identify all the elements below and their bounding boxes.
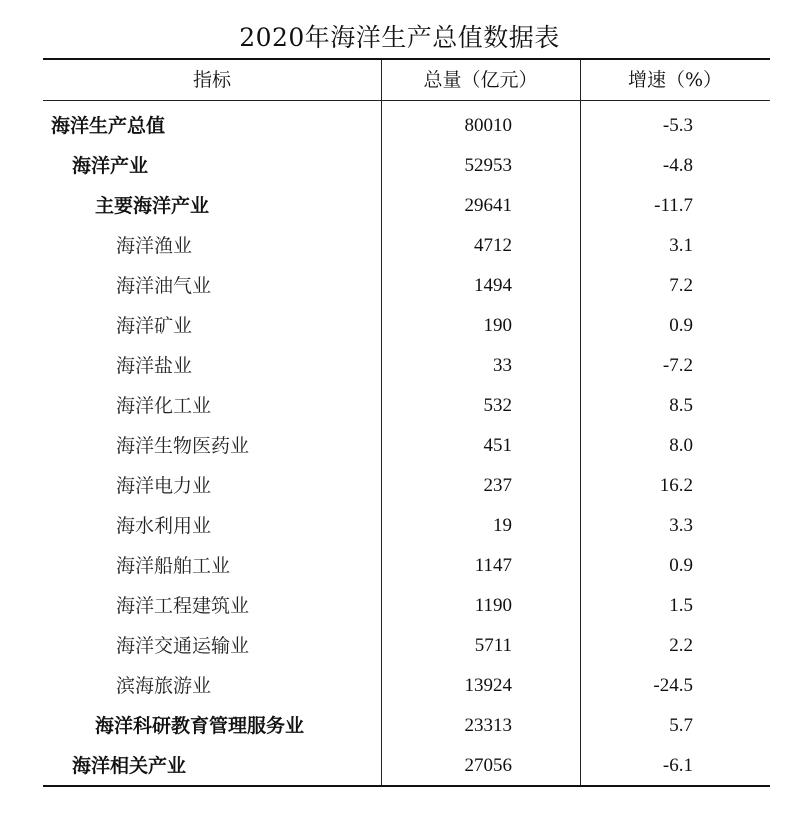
table-row [43,146,770,186]
row-total: 27056 [464,755,512,776]
table-row [43,546,770,586]
row-growth: -5.3 [662,115,693,136]
row-growth: 3.1 [669,235,693,256]
table-row [43,666,770,706]
row-growth: -7.2 [662,355,693,376]
row-total: 23313 [464,715,512,736]
row-total: 13924 [464,675,512,696]
row-growth: -24.5 [653,675,693,696]
header-indicator: 指标 [192,69,231,91]
row-name: 海洋油气业 [116,275,212,297]
table-row [43,386,770,426]
table-row [43,746,770,786]
row-name: 海洋工程建筑业 [116,595,250,617]
table-row [43,586,770,626]
row-total: 1494 [474,275,512,296]
row-name: 海洋矿业 [116,315,193,337]
row-growth: -6.1 [662,755,693,776]
row-name: 滨海旅游业 [116,675,212,697]
row-growth: -4.8 [662,155,693,176]
table-row [43,226,770,266]
row-total: 532 [483,395,512,416]
row-growth: 1.5 [669,595,693,616]
data-table [43,58,770,787]
row-name: 海洋化工业 [116,395,212,417]
row-name: 海洋渔业 [116,235,193,257]
row-growth: 8.0 [669,435,693,456]
row-growth: 0.9 [669,315,693,336]
row-total: 190 [483,315,512,336]
row-total: 451 [483,435,512,456]
row-growth: 8.5 [669,395,693,416]
row-growth: 0.9 [669,555,693,576]
row-total: 80010 [464,115,512,136]
row-growth: 3.3 [669,515,693,536]
row-total: 19 [493,515,512,536]
row-growth: -11.7 [654,195,693,216]
row-name: 海洋电力业 [116,475,212,497]
table-row [43,506,770,546]
row-growth: 5.7 [669,715,693,736]
row-name: 海洋产业 [72,155,149,177]
row-total: 5711 [474,635,512,656]
table-row [43,346,770,386]
table-row [43,106,770,146]
row-name: 海水利用业 [116,515,212,537]
row-total: 52953 [464,155,512,176]
table-row [43,706,770,746]
row-name: 海洋生产总值 [51,115,166,137]
table-row [43,186,770,226]
row-growth: 16.2 [659,475,693,496]
table-header [43,60,770,101]
table-row [43,626,770,666]
row-total: 29641 [464,195,512,216]
row-total: 1147 [474,555,512,576]
table-row [43,466,770,506]
row-total: 1190 [474,595,512,616]
row-name: 海洋科研教育管理服务业 [95,715,305,737]
row-name: 主要海洋产业 [95,195,210,217]
row-total: 33 [493,355,512,376]
row-total: 4712 [474,235,512,256]
row-total: 237 [483,475,512,496]
table-row [43,266,770,306]
table-row [43,426,770,466]
row-growth: 7.2 [669,275,693,296]
row-name: 海洋交通运输业 [116,635,250,657]
row-name: 海洋相关产业 [72,755,187,777]
row-name: 海洋盐业 [116,355,193,377]
table-row [43,306,770,346]
header-growth: 增速（%） [627,69,723,91]
row-name: 海洋生物医药业 [116,435,250,457]
header-total: 总量（亿元） [423,69,538,91]
row-name: 海洋船舶工业 [116,555,231,577]
row-growth: 2.2 [669,635,693,656]
table-title: 2020年海洋生产总值数据表 [239,23,560,52]
